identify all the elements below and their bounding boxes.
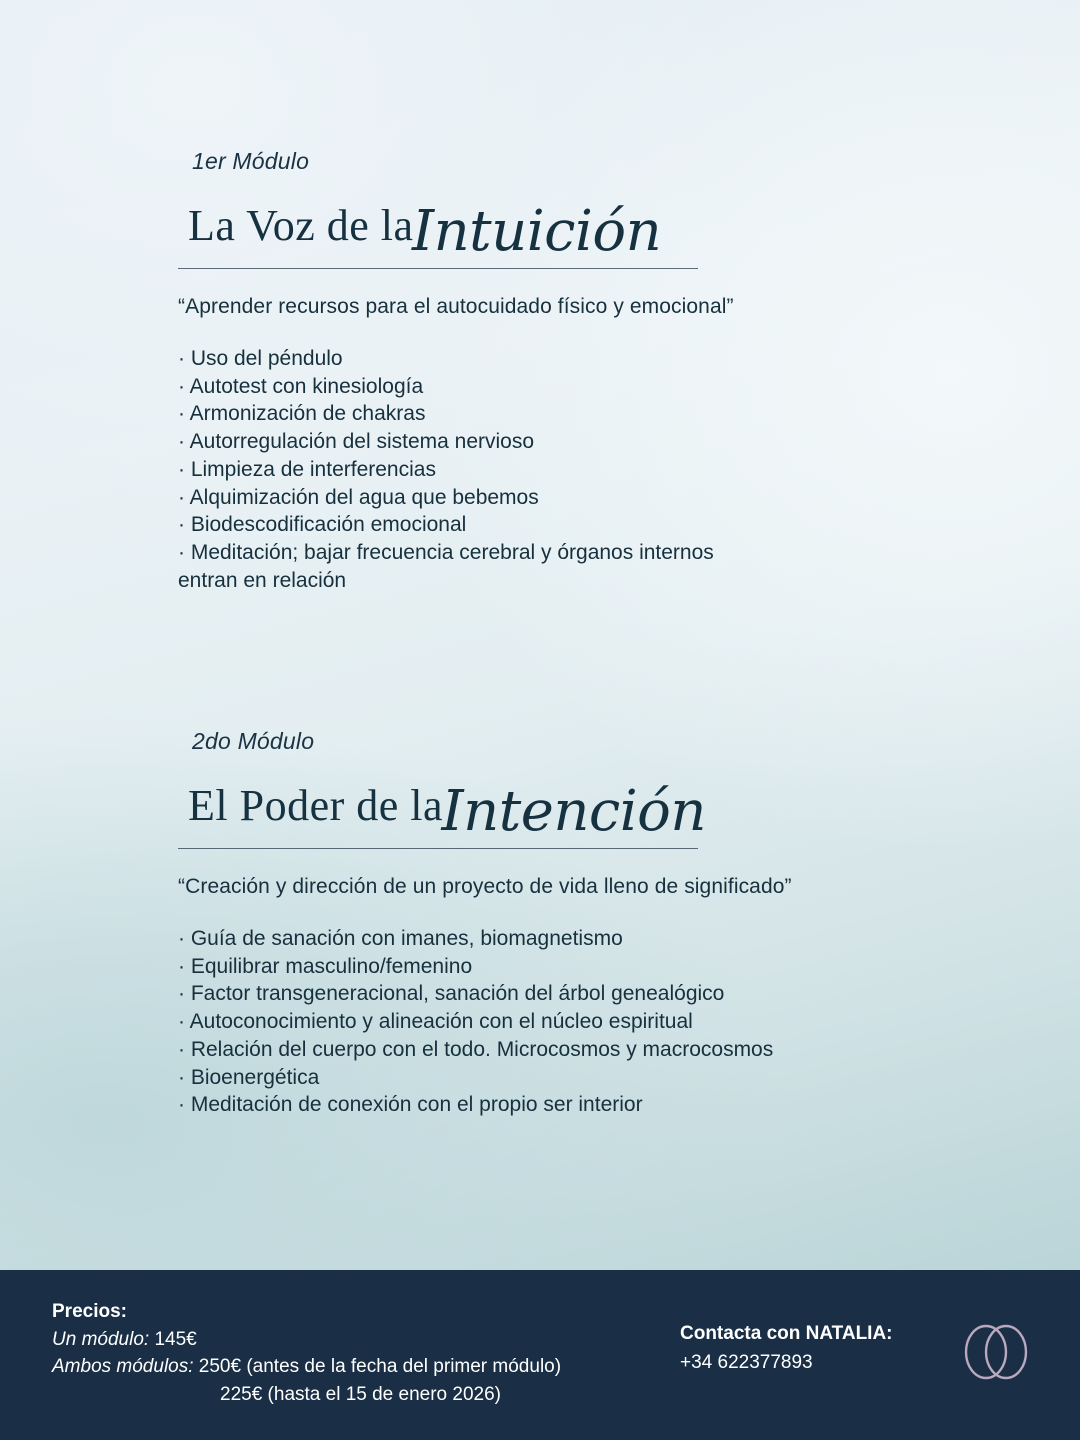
divider-rule [178,848,698,849]
list-item: · Uso del péndulo [178,347,343,370]
list-item: · Guía de sanación con imanes, biomagnetismo [178,927,623,950]
price-both-value: 250€ (antes de la fecha del primer módulo) [198,1356,562,1378]
footer-bar [0,1270,1080,1440]
list-item: · Bioenergética [178,1065,320,1089]
list-item: · Relación del cuerpo con el todo. Microcosmos y macrocosmos [178,1037,774,1061]
contact-block [680,1320,893,1377]
module-title [188,769,938,844]
module-bullet-list [178,925,938,1119]
contact-phone[interactable]: +34 622377893 [680,1351,813,1373]
prices-block [52,1298,561,1408]
list-item: · Limpieza de interferencias [178,457,436,481]
module-section-1 [178,148,938,594]
interlocking-rings-logo [954,1316,1038,1388]
module-title-serif: El Poder de la [188,781,444,830]
list-item: · Alquimización del agua que bebemos [178,485,539,509]
module-kicker: 2do Módulo [192,728,315,754]
divider-rule [178,268,698,269]
module-title-serif: La Voz de la [188,201,414,250]
list-item: · Autorregulación del sistema nervioso [178,430,535,454]
price-both-label: Ambos módulos: [52,1356,194,1378]
module-title-script: Intuición [411,199,662,264]
list-item: · Autotest con kinesiología [178,374,424,398]
module-title [188,189,938,264]
module-quote: “Aprender recursos para el autocuidado físico y emocional” [178,295,734,318]
list-item: · Equilibrar masculino/femenino [178,954,473,978]
module-title-script: Intención [441,779,706,844]
module-bullet-list [178,345,938,594]
list-item: · Autoconocimiento y alineación con el núcleo espiritual [178,1010,693,1034]
list-item: · Meditación de conexión con el propio ser interior [178,1093,643,1117]
prices-title: Precios: [52,1301,127,1322]
module-kicker: 1er Módulo [192,148,310,174]
price-single-value: 145€ [154,1328,197,1350]
price-single-label: Un módulo: [52,1328,150,1350]
price-both-early: 225€ (hasta el 15 de enero 2026) [220,1383,501,1405]
list-item: · Factor transgeneracional, sanación del árbol genealógico [178,982,725,1006]
list-item: · Meditación; bajar frecuencia cerebral y órganos internos [178,541,714,565]
module-quote: “Creación y dirección de un proyecto de vida lleno de significado” [178,875,792,898]
list-item: · Biodescodificación emocional [178,513,467,537]
list-item: · Armonización de chakras [178,402,426,426]
module-section-2 [178,728,938,1119]
list-item-continuation: entran en relación [178,568,347,592]
contact-title: Contacta con NATALIA: [680,1323,893,1344]
